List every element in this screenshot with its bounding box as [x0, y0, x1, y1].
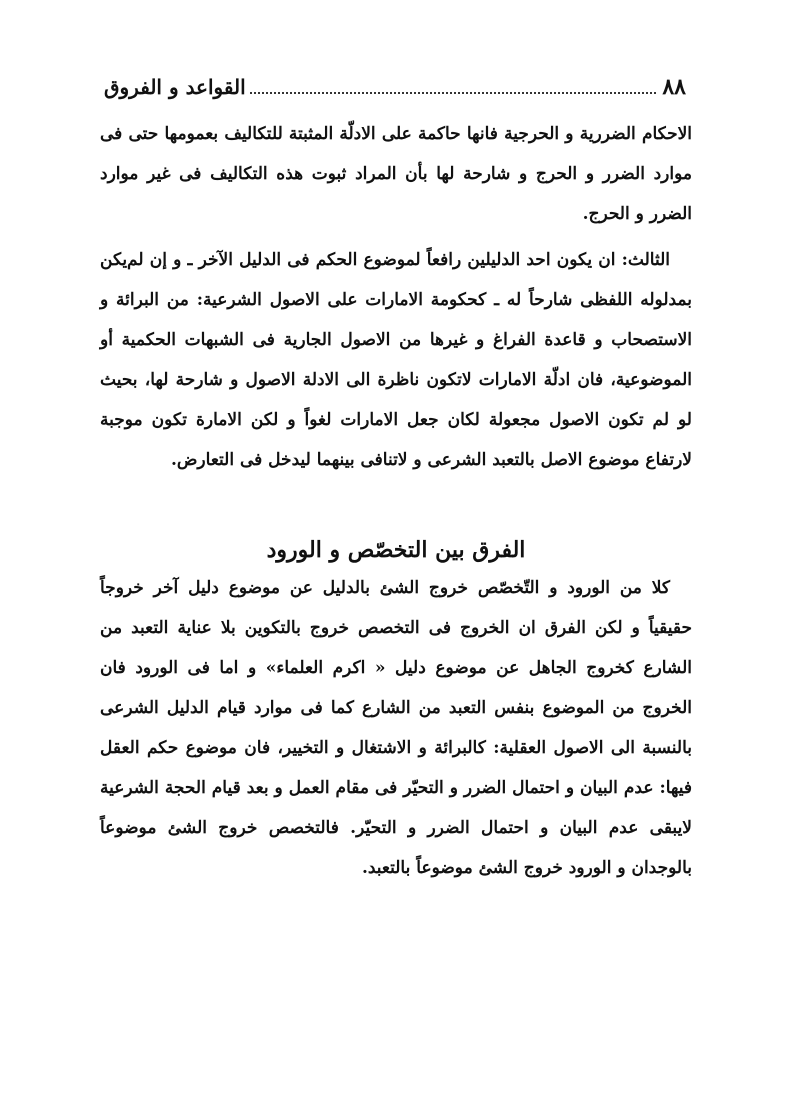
section-heading: الفرق بين التخصّص و الورود: [266, 537, 526, 563]
paragraph-continuation: الاحكام الضررية و الحرجية فانها حاكمة على الادلّة المثبتة للتكاليف بعمومها حتى فى موارد الضرر و الحرج و شارحة لها بأن المراد ثبوت هذه التكاليف فى غير موارد الضرر و الحرج.: [100, 124, 692, 224]
running-header: [104, 68, 686, 102]
paragraph-third-point: الثالث: ان يكون احد الدليلين رافعاً لموضوع الحكم فى الدليل الآخر ـ و إن لم‌يكن بمدلوله اللفظى شارحاً له ـ كحكومة الامارات على الاصول الشرعية: من البرائة و الاستصحاب و قاعدة الفراغ و غيرها من الاصول الجارية فى الشبهات الحكمية أو الموضوعية، فان ادلّة الامارات لاتكون ناظرة الى الادلة الاصول و شارحة لها، بحيث لو لم تكون الاصول مجعولة لكان جعل الامارات لغواً و لكن الامارة تكون موجبة لارتفاع موضوع الاصل بالتعبد الشرعى و لاتنافى بينهما ليدخل فى التعارض.: [100, 250, 692, 470]
page-number: ٨٨: [662, 74, 686, 100]
dotted-leader: [250, 92, 657, 94]
running-title: القواعد و الفروق: [104, 75, 246, 99]
paragraph-section-body: كلا من الورود و التّخصّص خروج الشئ بالدليل عن موضوع دليل آخر خروجاً حقيقياً و لكن الفرق ان الخروج فى التخصص خروج بالتكوين بلا عناية التعبد من الشارع كخروج الجاهل عن موضوع دليل « اكرم العلماء» و اما فى الورود فان الخروج من الموضوع بنفس التعبد من الشارع كما فى موارد قيام الدليل الشرعى بالنسبة الى الاصول العقلية: كالبرائة و الاشتغال و التخيير، فان موضوع حكم العقل فيها: عدم البيان و احتمال الضرر و التحيّر فى مقام العمل و بعد قيام الحجة الشرعية لايبقى عدم البيان و احتمال الضرر و التحيّر. فالتخصص خروج الشئ موضوعاً بالوجدان و الورود خروج الشئ موضوعاً بالتعبد.: [100, 578, 692, 878]
